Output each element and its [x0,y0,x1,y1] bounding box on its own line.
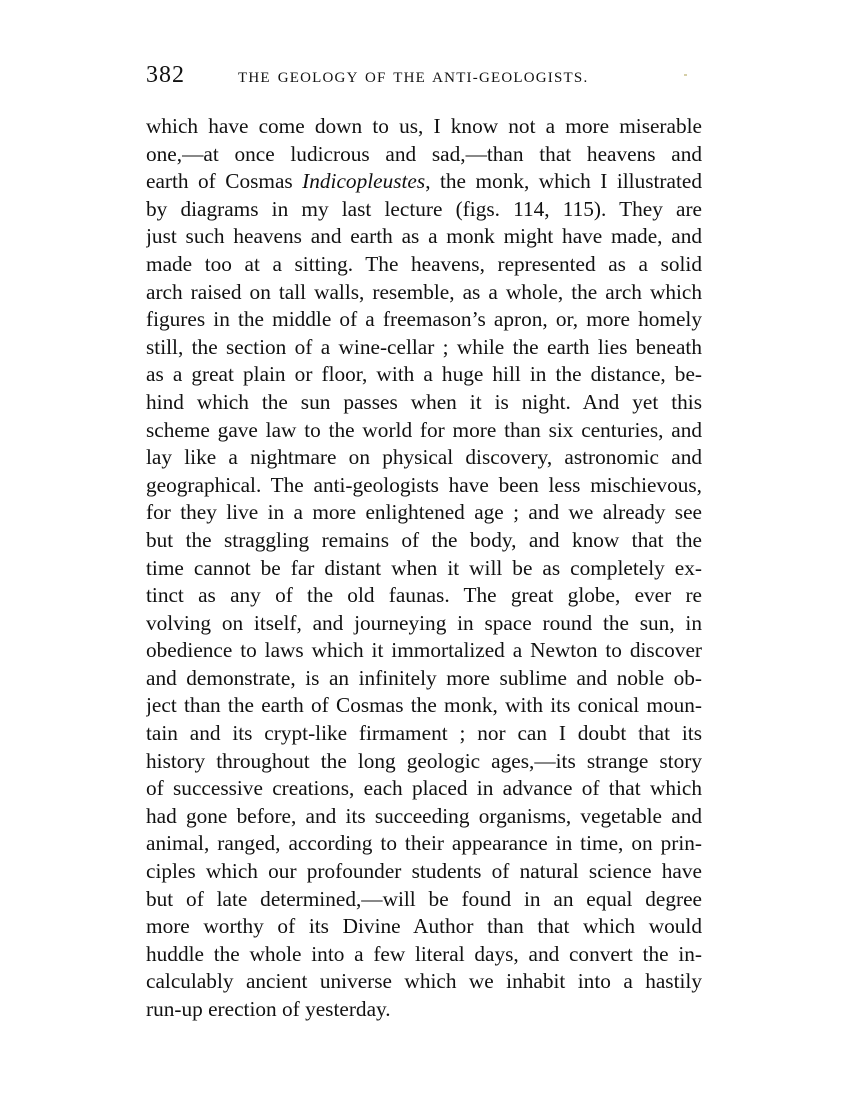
text-line: figures in the middle of a freemason’s apron, or, more homely [146,307,702,332]
text-line: but of late determined,—will be found in an equal degree [146,886,702,911]
text-line: just such heavens and earth as a monk might have made, and [146,224,702,249]
text-line: for they live in a more enlightened age ; and we already see [146,500,702,525]
text-line: still, the section of a wine-cellar ; while the earth lies beneath [146,334,702,359]
text-line: tain and its crypt-like firmament ; nor can I doubt that its [146,721,702,746]
text-line: obedience to laws which it immortalized a Newton to discover [146,638,702,663]
body-paragraph [146,113,702,1024]
text-line: one,—at once ludicrous and sad,—than that heavens and [146,141,702,166]
text-line: as a great plain or floor, with a huge hill in the distance, be- [146,362,702,387]
running-header [146,62,706,96]
running-title: THE GEOLOGY OF THE ANTI-GEOLOGISTS. [238,70,589,86]
text-line: arch raised on tall walls, resemble, as a whole, the arch which [146,279,702,304]
text-line: had gone before, and its succeeding organisms, vegetable and [146,803,702,828]
text-line: more worthy of its Divine Author than that which would [146,914,702,939]
text-line: ject than the earth of Cosmas the monk, with its conical moun- [146,693,702,718]
text-line: and demonstrate, is an infinitely more sublime and noble ob- [146,665,702,690]
text-line: which have come down to us, I know not a more miserable [146,114,702,138]
text-segment: , the monk, which I illustrated [425,169,702,194]
text-line: calculably ancient universe which we inhabit into a hastily [146,969,702,994]
text-segment: earth of Cosmas [146,169,303,194]
text-line: animal, ranged, according to their appearance in time, on prin- [146,831,702,856]
text-line: ciples which our profounder students of natural science have [146,859,702,884]
text-line: lay like a nightmare on physical discovery, astronomic and [146,445,702,470]
text-line: history throughout the long geologic ages,—its strange story [146,748,702,773]
text-line: of successive creations, each placed in advance of that which [146,776,702,801]
italic-term: Indicopleustes [302,169,426,194]
text-line [146,168,702,196]
text-line: made too at a sitting. The heavens, represented as a solid [146,251,702,276]
text-line: by diagrams in my last lecture (figs. 114, 115). They are [146,196,702,221]
text-line: tinct as any of the old faunas. The great globe, ever re [146,583,702,608]
text-line: run-up erection of yesterday. [146,997,391,1021]
paper-speck [684,74,687,76]
text-line: but the straggling remains of the body, and know that the [146,527,702,552]
text-line: geographical. The anti-geologists have been less mischievous, [146,472,702,497]
page-number: 382 [146,62,185,88]
text-line: huddle the whole into a few literal days, and convert the in- [146,941,702,966]
text-line: time cannot be far distant when it will be as completely ex- [146,555,702,580]
text-line: scheme gave law to the world for more than six centuries, and [146,417,702,442]
text-line: volving on itself, and journeying in space round the sun, in [146,610,702,635]
text-line: hind which the sun passes when it is night. And yet this [146,389,702,414]
